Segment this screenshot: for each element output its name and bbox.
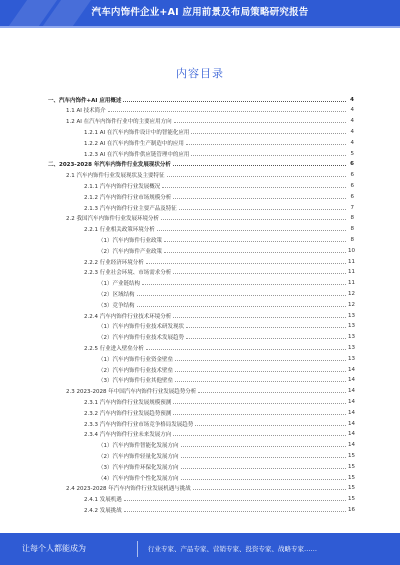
toc-entry-label: 2.1 汽车内饰件行业发展现状及主要特征 xyxy=(66,173,165,180)
toc-entry-label: 1.2.3 AI 在汽车内饰件供应链管理中的应用 xyxy=(84,151,190,158)
toc-entry-label: 2.3.3 汽车内饰件行业市场竞争格局发展趋势 xyxy=(84,421,194,428)
toc-entry[interactable] xyxy=(66,172,354,179)
toc-entry[interactable] xyxy=(84,420,354,427)
toc-dot-leader xyxy=(124,511,346,512)
toc-dot-leader xyxy=(173,273,346,274)
toc-entry-page: 15 xyxy=(348,474,355,481)
toc-entry-label: （1）汽车内饰件智能化发展方向 xyxy=(98,443,179,450)
toc-dot-leader xyxy=(162,187,346,188)
toc-entry-label: 2.2 我国汽车内饰件行业发展环境分析 xyxy=(66,216,159,223)
toc-entry-label: （3）竞争结构 xyxy=(98,302,135,309)
toc-entry[interactable] xyxy=(84,226,354,233)
toc-entry-label: 二、2023-2028 年汽车内饰件行业发展现状分析 xyxy=(48,162,171,169)
toc-dot-leader xyxy=(173,165,346,166)
toc-entry[interactable] xyxy=(98,452,354,459)
toc-entry-label: 2.2.4 汽车内饰件行业技术环境分析 xyxy=(84,313,172,320)
toc-entry-label: （1）产业链结构 xyxy=(98,281,140,288)
toc-entry-page: 14 xyxy=(348,398,355,405)
toc-entry-label: 2.3.1 汽车内饰件行业发展规模预测 xyxy=(84,399,172,406)
toc-entry-label: （1）汽车内饰件行业资金壁垒 xyxy=(98,356,174,363)
toc-entry[interactable] xyxy=(98,474,354,481)
toc-entry-page: 5 xyxy=(350,150,354,157)
toc-dot-leader xyxy=(173,414,346,415)
toc-entry[interactable] xyxy=(98,442,354,449)
toc-entry[interactable] xyxy=(98,323,354,330)
toc-entry-page: 14 xyxy=(348,442,355,449)
toc-entry[interactable] xyxy=(84,182,354,189)
toc-entry-page: 11 xyxy=(348,280,355,287)
toc-dot-leader xyxy=(175,381,346,382)
toc-dot-leader xyxy=(123,101,346,102)
toc-entry-label: 2.1.3 汽车内饰件行业主要产品及特征 xyxy=(84,205,177,212)
toc-entry-label: 2.2.5 行业进入壁垒分析 xyxy=(84,345,144,352)
toc-dot-leader xyxy=(193,489,346,490)
toc-entry[interactable] xyxy=(84,398,354,405)
toc-entry-label: （2）汽车内饰件轻量化发展方向 xyxy=(98,453,179,460)
toc-entry-label: 2.1.1 汽车内饰件行业发展概况 xyxy=(84,183,161,190)
toc-entry-page: 12 xyxy=(348,301,355,308)
toc-entry[interactable] xyxy=(98,377,354,384)
toc-dot-leader xyxy=(146,349,346,350)
toc-dot-leader xyxy=(175,371,346,372)
toc-dot-leader xyxy=(186,338,346,339)
toc-entry-label: （3）汽车内饰件环保化发展方向 xyxy=(98,464,179,471)
toc-entry-label: （1）汽车内饰件行业政策 xyxy=(98,237,163,244)
toc-dot-leader xyxy=(164,241,346,242)
toc-entry-page: 14 xyxy=(348,377,355,384)
toc-entry-label: 2.2.2 行业经济环境分析 xyxy=(84,259,144,266)
toc-entry-page: 6 xyxy=(350,161,354,168)
toc-entry-page: 11 xyxy=(348,258,355,265)
toc-entry-page: 14 xyxy=(348,388,355,395)
toc-entry-page: 4 xyxy=(350,139,354,146)
toc-entry-page: 13 xyxy=(348,312,355,319)
toc-dot-leader xyxy=(173,435,346,436)
toc-entry-page: 12 xyxy=(348,290,355,297)
toc-entry-page: 4 xyxy=(350,107,354,114)
toc-dot-leader xyxy=(146,263,346,264)
toc-entry[interactable] xyxy=(98,355,354,362)
toc-entry-page: 11 xyxy=(348,269,355,276)
toc-entry[interactable] xyxy=(84,193,354,200)
toc-entry-label: （3）汽车内饰件行业其他壁垒 xyxy=(98,378,174,385)
toc-title: 内容目录 xyxy=(176,67,224,80)
toc-entry-page: 14 xyxy=(348,409,355,416)
toc-entry-page: 13 xyxy=(348,323,355,330)
toc-entry-label: （2）汽车内饰件行业技术壁垒 xyxy=(98,367,174,374)
toc-entry-page: 4 xyxy=(350,118,354,125)
toc-entry-page: 8 xyxy=(350,215,354,222)
toc-dot-leader xyxy=(181,446,346,447)
toc-entry[interactable] xyxy=(84,258,354,265)
toc-dot-leader xyxy=(173,198,346,199)
toc-entry-label: （4）汽车内饰件个性化发展方向 xyxy=(98,475,179,482)
toc-entry[interactable] xyxy=(98,463,354,470)
toc-dot-leader xyxy=(191,133,346,134)
toc-dot-leader xyxy=(186,327,346,328)
toc-entry-page: 13 xyxy=(348,344,355,351)
toc-entry[interactable] xyxy=(66,107,354,114)
toc-entry-page: 10 xyxy=(348,247,355,254)
toc-entry-page: 14 xyxy=(348,420,355,427)
toc-entry[interactable] xyxy=(66,215,354,222)
toc-dot-leader xyxy=(181,479,346,480)
toc-entry[interactable] xyxy=(98,290,354,297)
toc-dot-leader xyxy=(161,219,346,220)
toc-entry-page: 15 xyxy=(348,463,355,470)
toc-entry-label: （1）汽车内饰件行业技术研发现状 xyxy=(98,324,185,331)
footer-separator xyxy=(137,541,138,557)
toc-entry[interactable] xyxy=(84,506,354,513)
toc-entry-label: 2.2.1 行业相关政策环境分析 xyxy=(84,227,155,234)
toc-entry[interactable] xyxy=(98,280,354,287)
toc-dot-leader xyxy=(186,144,346,145)
toc-entry[interactable] xyxy=(98,334,354,341)
toc-dot-leader xyxy=(157,230,346,231)
toc-dot-leader xyxy=(191,155,346,156)
toc-dot-leader xyxy=(124,500,346,501)
toc-entry-label: （2）汽车内饰件行业技术发展趋势 xyxy=(98,335,185,342)
toc-entry-page: 14 xyxy=(348,366,355,373)
toc-entry-label: 1.1 AI 技术简介 xyxy=(66,108,106,115)
toc-entry-label: 1.2.2 AI 在汽车内饰件生产制造中的应用 xyxy=(84,140,184,147)
toc-entry-label: 2.4 2023-2028 年汽车内饰件行业发展机遇与挑战 xyxy=(66,486,191,493)
toc-entry-page: 13 xyxy=(348,355,355,362)
toc-entry-page: 15 xyxy=(348,452,355,459)
toc-entry-page: 6 xyxy=(350,193,354,200)
toc-entry[interactable] xyxy=(66,388,354,395)
toc-dot-leader xyxy=(108,111,346,112)
toc-entry-label: （2）区域结构 xyxy=(98,291,135,298)
toc-dot-leader xyxy=(164,252,346,253)
toc-entry[interactable] xyxy=(84,269,354,276)
toc-entry[interactable] xyxy=(84,496,354,503)
toc-entry[interactable] xyxy=(84,431,354,438)
toc-dot-leader xyxy=(173,403,346,404)
toc-entry-label: 2.4.2 发展挑战 xyxy=(84,507,122,514)
toc-entry-page: 7 xyxy=(350,204,354,211)
toc-dot-leader xyxy=(173,317,346,318)
toc-entry[interactable] xyxy=(98,366,354,373)
toc-entry-label: 2.4.1 发展机遇 xyxy=(84,497,122,504)
toc-entry-page: 8 xyxy=(350,226,354,233)
toc-entry-label: （2）汽车内饰件产业政策 xyxy=(98,248,163,255)
header-accent-line xyxy=(0,26,400,28)
toc-dot-leader xyxy=(137,295,347,296)
toc-dot-leader xyxy=(175,360,346,361)
toc-entry-page: 8 xyxy=(350,236,354,243)
toc-entry[interactable] xyxy=(66,118,354,125)
toc-entry-page: 4 xyxy=(350,96,354,103)
toc-dot-leader xyxy=(142,284,346,285)
toc-entry[interactable] xyxy=(66,485,354,492)
toc-entry[interactable] xyxy=(84,150,354,157)
footer-slogan: 让每个人都能成为 xyxy=(22,544,86,553)
toc-entry-page: 15 xyxy=(348,496,355,503)
toc-entry-label: 2.1.2 汽车内饰件行业市场规模分析 xyxy=(84,194,172,201)
toc-entry[interactable] xyxy=(98,236,354,243)
toc-entry-label: 1.2.1 AI 在汽车内饰件设计中的智能化应用 xyxy=(84,129,190,136)
toc-entry[interactable] xyxy=(98,247,354,254)
toc-entry-page: 6 xyxy=(350,182,354,189)
toc-entry[interactable] xyxy=(84,409,354,416)
toc-entry-label: 2.3.2 汽车内饰件行业发展趋势预测 xyxy=(84,410,172,417)
toc-dot-leader xyxy=(181,457,346,458)
toc-dot-leader xyxy=(181,468,346,469)
toc-entry-page: 13 xyxy=(348,334,355,341)
toc-dot-leader xyxy=(198,392,346,393)
toc-entry-label: 1.2 AI 在汽车内饰件行业中的主要应用方向 xyxy=(66,119,172,126)
toc-entry-label: 2.3.4 汽车内饰件行业未来发展方向 xyxy=(84,432,172,439)
toc-entry[interactable] xyxy=(84,128,354,135)
toc-entry-page: 15 xyxy=(348,485,355,492)
toc-entry-label: 2.2.3 行业社会环境、市场需求分析 xyxy=(84,270,172,277)
toc-entry[interactable] xyxy=(84,312,354,319)
toc-entry-page: 16 xyxy=(348,506,355,513)
toc-dot-leader xyxy=(179,209,346,210)
toc-dot-leader xyxy=(137,306,347,307)
toc-entry-label: 2.3 2023-2028 年中国汽车内饰件行业发展趋势分析 xyxy=(66,389,197,396)
toc-entry[interactable] xyxy=(84,139,354,146)
toc-entry-page: 14 xyxy=(348,431,355,438)
report-title: 汽车内饰件企业+AI 应用前景及布局策略研究报告 xyxy=(91,7,309,18)
toc-entry[interactable] xyxy=(48,96,354,103)
toc-entry-page: 6 xyxy=(350,172,354,179)
toc-entry[interactable] xyxy=(48,161,354,168)
toc-dot-leader xyxy=(167,176,347,177)
toc-dot-leader xyxy=(174,122,346,123)
toc-entry[interactable] xyxy=(98,301,354,308)
toc-entry-label: 一、汽车内饰件+AI 应用概述 xyxy=(48,97,122,104)
toc-dot-leader xyxy=(195,425,346,426)
toc-entry[interactable] xyxy=(84,204,354,211)
toc-entry-page: 4 xyxy=(350,128,354,135)
toc-entry[interactable] xyxy=(84,344,354,351)
footer-tagline: 行业专家、产品专家、营销专家、投资专家、战略专家…… xyxy=(148,545,317,553)
